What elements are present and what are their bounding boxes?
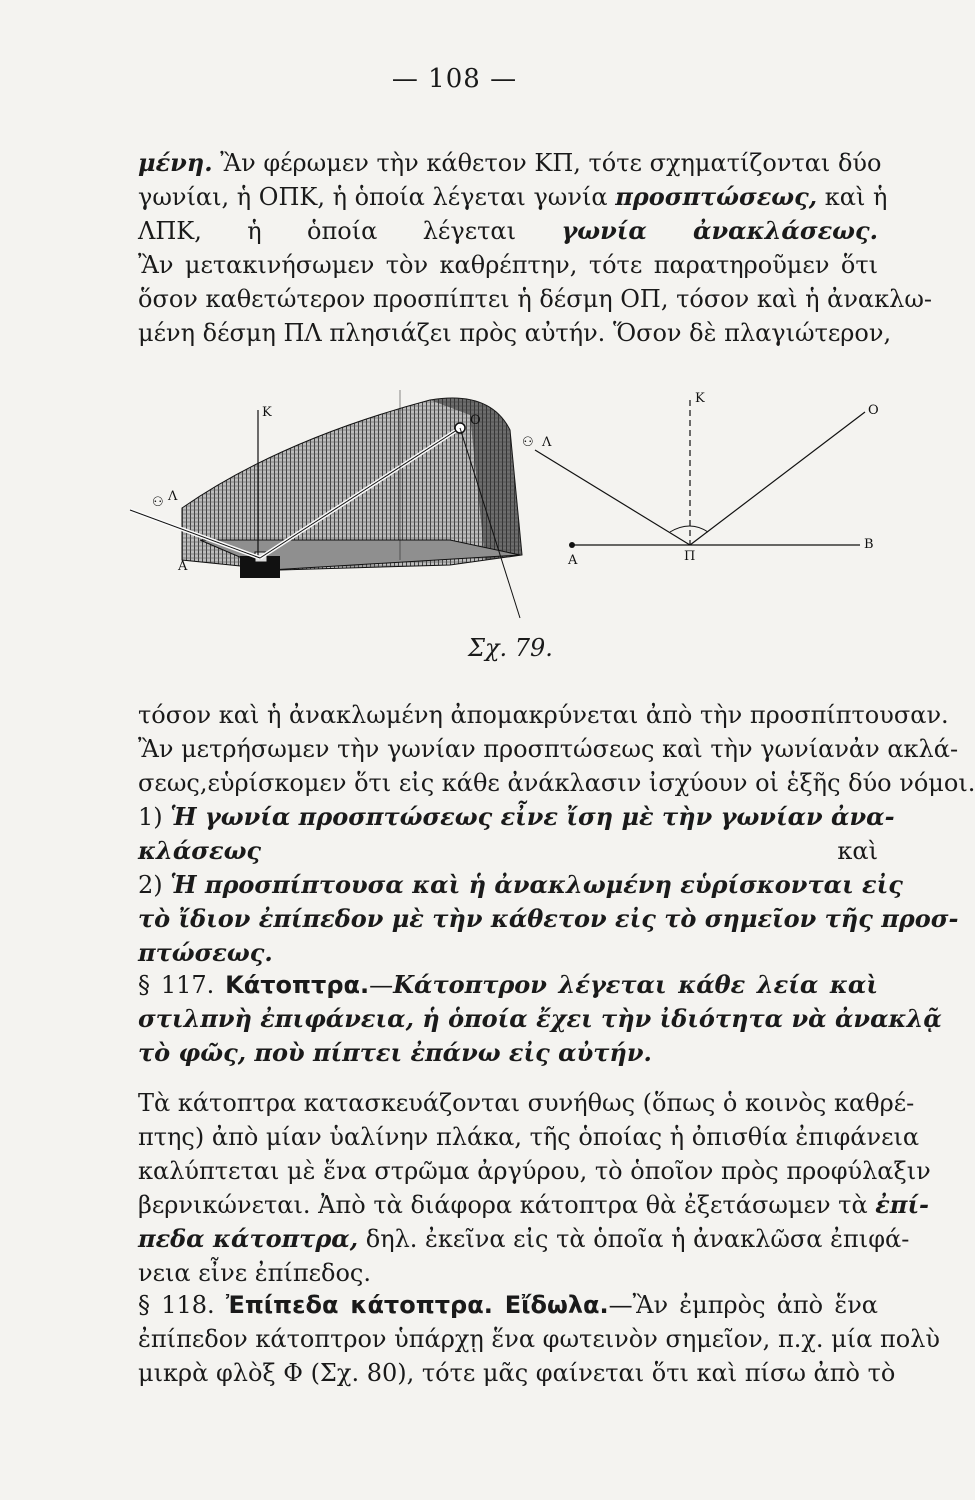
label-o-left: O bbox=[470, 413, 481, 428]
text-span: 1) bbox=[138, 803, 171, 831]
figure-79-drawing bbox=[130, 360, 890, 670]
label-o-right: O bbox=[868, 403, 879, 418]
p1-line bbox=[138, 284, 933, 314]
text-span: Ἂν μετακινήσωμεν τὸν καθρέπτην, τότε παρατηροῦμεν ὅτι bbox=[138, 251, 878, 279]
text-span: ΛΠΚ, ἡ ὁποία λέγεται bbox=[138, 217, 562, 245]
p3-line bbox=[138, 1038, 878, 1068]
text-span: βερνικώνεται. Ἀπὸ τὰ διάφορα κάτοπτρα θὰ ἐξετάσωμεν τὰ bbox=[138, 1191, 876, 1219]
text-span: Κάτοπτρον λέγεται κάθε λεία καὶ bbox=[393, 970, 878, 999]
label-k-right: K bbox=[695, 391, 705, 406]
page-number: — 108 — bbox=[391, 64, 518, 94]
text-span: —Ἂν ἐμπρὸς ἀπὸ ἕνα bbox=[608, 1291, 879, 1319]
text-span: δηλ. ἐκεῖνα εἰς τὰ ὁποῖα ἡ ἀνακλῶσα ἐπιφά- bbox=[358, 1225, 910, 1253]
text-span: Ἡ προσπίπτουσα καὶ ἡ ἀνακλωμένη εὑρίσκονται εἰς bbox=[170, 870, 903, 899]
p2-line bbox=[138, 836, 878, 866]
figure-79 bbox=[130, 360, 890, 670]
text-span: καὶ ἡ bbox=[817, 183, 888, 211]
p2-line bbox=[138, 768, 975, 798]
text-span: πτης) ἀπὸ μίαν ὑαλίνην πλάκα, τῆς ὁποίας ἡ ὀπισθία ἐπιφάνεια bbox=[138, 1123, 920, 1151]
p2-line bbox=[138, 904, 959, 934]
text-span: § 117. bbox=[138, 971, 226, 999]
p4-line bbox=[138, 1088, 915, 1118]
p4-line bbox=[138, 1122, 920, 1152]
text-span: καλύπτεται μὲ ἕνα στρῶμα ἀργύρου, τὸ ὁποῖον πρὸς προφύλαξιν bbox=[138, 1157, 931, 1185]
text-span: Ἂν φέρωμεν τὴν κάθετον ΚΠ, τότε σχηματίζονται δύο bbox=[212, 149, 882, 177]
p3-line bbox=[138, 1004, 942, 1034]
text-span: γωνία ἀνακλάσεως. bbox=[561, 216, 878, 245]
text-span: στιλπνὴ ἐπιφάνεια, ἡ ὁποία ἔχει τὴν ἰδιότητα νὰ ἀνακλᾷ bbox=[138, 1004, 942, 1033]
text-span: — bbox=[369, 971, 394, 999]
text-span: σεως,εὑρίσκομεν ὅτι εἰς κάθε ἀνάκλασιν ἰσχύουν οἱ ἑξῆς δύο νόμοι. bbox=[138, 769, 975, 797]
label-l-right: Λ bbox=[542, 435, 552, 450]
text-span: μικρὰ φλὸξ Φ (Σχ. 80), τότε μᾶς φαίνεται ὅτι καὶ πίσω ἀπὸ τὸ bbox=[138, 1359, 896, 1387]
p4-line bbox=[138, 1224, 910, 1254]
p1-line bbox=[138, 148, 882, 178]
text-span: ἐπί- bbox=[875, 1190, 930, 1219]
label-p-right: Π bbox=[684, 549, 696, 564]
text-span: § 118. bbox=[138, 1291, 226, 1319]
text-span: 2) bbox=[138, 871, 171, 899]
p1-line bbox=[138, 182, 888, 212]
text-span: τόσον καὶ ἡ ἀνακλωμένη ἀπομακρύνεται ἀπὸ τὴν προσπίπτουσαν. bbox=[138, 701, 949, 729]
text-span: ὅσον καθετώτερον προσπίπτει ἡ δέσμη ΟΠ, τόσον καὶ ἡ ἀνακλω- bbox=[138, 285, 933, 313]
eye-icon-right: ⚇ bbox=[522, 435, 534, 450]
mirror-apparatus-illustration bbox=[130, 390, 522, 618]
p2-line bbox=[138, 938, 878, 968]
p3-line bbox=[138, 970, 878, 1000]
p4-line bbox=[138, 1156, 931, 1186]
text-span: νεια εἶνε ἐπίπεδος. bbox=[138, 1259, 372, 1287]
p2-line bbox=[138, 802, 895, 832]
text-span: καὶ bbox=[261, 837, 878, 865]
p1-line bbox=[138, 250, 878, 280]
text-span: πεδα κάτοπτρα, bbox=[138, 1224, 359, 1253]
text-span: Ἡ γωνία προσπτώσεως εἶνε ἴση μὲ τὴν γωνίαν ἀνα- bbox=[170, 802, 895, 831]
p4-line bbox=[138, 1258, 878, 1288]
p1-line bbox=[138, 318, 892, 348]
p5-line bbox=[138, 1324, 941, 1354]
text-span: μένη δέσμη ΠΛ πλησιάζει πρὸς αὐτήν. Ὅσον δὲ πλαγιώτερον, bbox=[138, 319, 892, 347]
label-a-right: A bbox=[568, 553, 578, 568]
text-span: Ἂν μετρήσωμεν τὴν γωνίαν προσπτώσεως καὶ τὴν γωνίανἀν ακλά- bbox=[138, 735, 959, 763]
label-a-left: A bbox=[178, 559, 188, 574]
p2-line bbox=[138, 870, 903, 900]
text-span: προσπτώσεως, bbox=[615, 182, 818, 211]
text-span: τὸ ἴδιον ἐπίπεδον μὲ τὴν κάθετον εἰς τὸ σημεῖον τῆς προσ- bbox=[138, 904, 959, 933]
text-span: τὸ φῶς, ποὺ πίπτει ἐπάνω εἰς αὐτήν. bbox=[138, 1038, 652, 1067]
eye-icon-left: ⚇ bbox=[152, 495, 164, 510]
text-span: Κάτοπτρα. bbox=[225, 971, 370, 999]
p5-line bbox=[138, 1290, 878, 1320]
label-b-right: B bbox=[864, 537, 874, 552]
p4-line bbox=[138, 1190, 930, 1220]
text-span: πτώσεως. bbox=[138, 938, 273, 967]
text-span: ἐπίπεδον κάτοπτρον ὑπάρχῃ ἕνα φωτεινὸν σημεῖον, π.χ. μία πολὺ bbox=[138, 1325, 941, 1353]
text-span: μένη. bbox=[138, 148, 213, 177]
p5-line bbox=[138, 1358, 896, 1388]
text-span: κλάσεως bbox=[138, 836, 262, 865]
figure-caption: Σχ. 79. bbox=[468, 634, 553, 662]
p1-line bbox=[138, 216, 878, 246]
label-l-left: Λ bbox=[168, 489, 178, 504]
reflection-geometric-diagram bbox=[522, 391, 879, 568]
text-span: γωνίαι, ἡ ΟΠΚ, ἡ ὁποία λέγεται γωνία bbox=[138, 183, 616, 211]
text-span: Τὰ κάτοπτρα κατασκευάζονται συνήθως (ὅπως ὁ κοινὸς καθρέ- bbox=[138, 1089, 915, 1117]
p2-line bbox=[138, 700, 949, 730]
label-k-left: K bbox=[262, 405, 272, 420]
p2-line bbox=[138, 734, 959, 764]
text-span: Ἐπίπεδα κάτοπτρα. Εἴδωλα. bbox=[225, 1291, 609, 1319]
